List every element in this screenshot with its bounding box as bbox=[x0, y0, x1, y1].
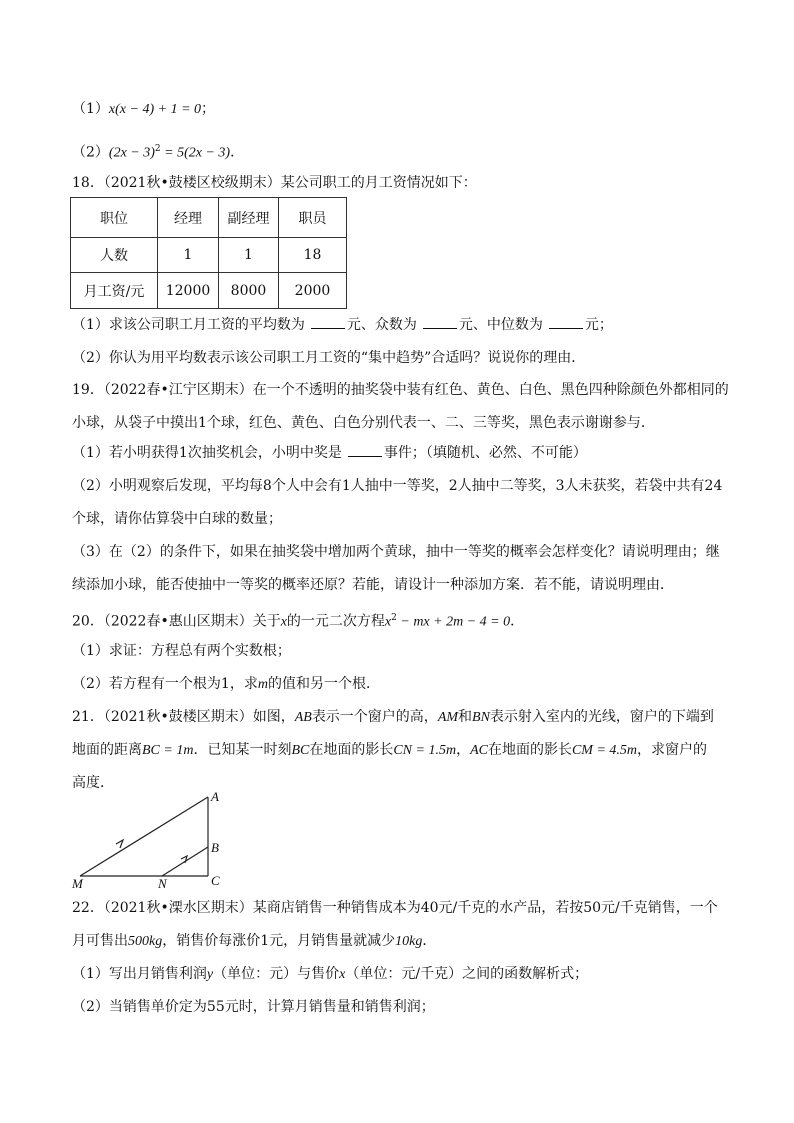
text: ．已知某一时刻 bbox=[193, 742, 292, 758]
q19-line2: 小球，从袋子中摸出1个球，红色、黄色、白色分别代表一、二、三等奖，黑色表示谢谢参与． bbox=[72, 415, 655, 431]
text: 的一元二次方程 bbox=[286, 613, 385, 630]
table-row bbox=[71, 198, 347, 238]
q17-part1 bbox=[72, 100, 215, 119]
variable: BN bbox=[472, 710, 490, 725]
variable: y bbox=[206, 967, 214, 982]
answer-blank[interactable] bbox=[549, 316, 583, 329]
arrow-icon bbox=[116, 840, 123, 848]
table-cell: 8000 bbox=[219, 273, 279, 309]
text: 和 bbox=[458, 709, 473, 725]
q18-part1 bbox=[72, 316, 613, 334]
text: ． bbox=[422, 933, 437, 949]
q22-part2: （2）当销售单价定为55元时，计算月销售量和销售利润； bbox=[72, 999, 435, 1015]
salary-table bbox=[70, 197, 347, 309]
text: 在地面的影长 bbox=[309, 742, 394, 758]
text: 元； bbox=[584, 317, 613, 333]
q19-part1 bbox=[72, 444, 587, 462]
table-cell: 18 bbox=[279, 238, 347, 273]
point-label-m: M bbox=[72, 876, 83, 890]
exponent: 2 bbox=[391, 613, 397, 623]
text: 在地面的影长 bbox=[487, 742, 572, 758]
point-label-c: C bbox=[211, 873, 220, 888]
text: 元、众数为 bbox=[346, 317, 417, 333]
punct: ； bbox=[201, 101, 216, 117]
point-label-b: B bbox=[211, 840, 219, 855]
table-cell: 1 bbox=[158, 238, 219, 273]
table-cell: 职位 bbox=[71, 198, 158, 238]
q18-part2: （2）你认为用平均数表示该公司职工月工资的“集中趋势”合适吗？说说你的理由． bbox=[72, 350, 586, 366]
text: （1）求该公司职工月工资的平均数为 bbox=[72, 317, 305, 333]
text: 21．（2021秋•鼓楼区期末）如图， bbox=[72, 709, 295, 725]
text: ，销售价每涨价1元，月销售量就减少 bbox=[162, 933, 396, 949]
text: （单位：元/千克）之间的函数解析式； bbox=[345, 966, 589, 982]
equation: x(x − 4) + 1 = 0 bbox=[108, 102, 202, 117]
equation: (2x − 3) bbox=[108, 145, 155, 161]
text: （单位：元）与售价 bbox=[213, 966, 340, 982]
q22-part1 bbox=[72, 965, 588, 984]
text: 表示一个窗户的高， bbox=[311, 709, 438, 725]
variable: BC bbox=[291, 743, 310, 758]
table-cell: 副经理 bbox=[219, 198, 279, 238]
q20-part2 bbox=[72, 675, 380, 694]
q21-line1 bbox=[72, 708, 714, 727]
text: （1）若小明获得1次抽奖机会，小明中奖是 bbox=[72, 445, 342, 461]
q21-line2 bbox=[72, 741, 707, 760]
answer-blank[interactable] bbox=[311, 316, 345, 329]
q20-part1: （1）求证：方程总有两个实数根； bbox=[72, 643, 291, 659]
table-cell: 12000 bbox=[158, 273, 219, 309]
punct: ． bbox=[510, 613, 525, 630]
point-label-a: A bbox=[211, 789, 219, 804]
exponent: 2 bbox=[154, 144, 161, 154]
table-cell: 经理 bbox=[158, 198, 219, 238]
q20-title bbox=[72, 609, 524, 632]
label: （2） bbox=[72, 144, 109, 161]
q17-part2 bbox=[72, 140, 244, 163]
text: ， bbox=[456, 742, 471, 758]
variable: x bbox=[339, 967, 346, 982]
table-cell: 月工资/元 bbox=[71, 273, 158, 309]
q21-line3: 高度． bbox=[72, 775, 114, 791]
variable: x bbox=[280, 614, 287, 630]
q22-line2 bbox=[72, 932, 436, 951]
q19-line1: 19．（2022春•江宁区期末）在一个不透明的抽奖袋中装有红色、黄色、白色、黑色四种除颜色外都相同的 bbox=[72, 382, 729, 398]
light-ray-am bbox=[80, 797, 208, 876]
equation: = 5(2x − 3) bbox=[160, 145, 231, 161]
quantity: 10kg bbox=[395, 934, 423, 949]
q19-part2-line2: 个球，请你估算袋中白球的数量； bbox=[72, 511, 282, 527]
punct: ． bbox=[230, 144, 245, 161]
quantity: 500kg bbox=[128, 934, 163, 949]
q19-part3-line2: 续添加小球，能否使抽中一等奖的概率还原？若能，请设计一种添加方案．若不能，请说明理由． bbox=[72, 577, 674, 593]
variable: AC bbox=[470, 743, 488, 758]
table-row bbox=[71, 273, 347, 309]
text: 元、中位数为 bbox=[458, 317, 543, 333]
equation: − mx + 2m − 4 = 0 bbox=[396, 614, 511, 630]
text: （1）写出月销售利润 bbox=[72, 966, 207, 982]
text: ，求窗户的 bbox=[637, 742, 708, 758]
q19-part2-line1: （2）小明观察后发现，平均每8个人中会有1人抽中一等奖，2人抽中二等奖，3人未获奖，若袋中共有24 bbox=[72, 478, 723, 494]
table-cell: 人数 bbox=[71, 238, 158, 273]
answer-blank[interactable] bbox=[348, 444, 382, 457]
variable: m bbox=[257, 677, 268, 692]
table-row bbox=[71, 238, 347, 273]
table-cell: 2000 bbox=[279, 273, 347, 309]
text: 月可售出 bbox=[72, 933, 128, 949]
answer-blank[interactable] bbox=[423, 316, 457, 329]
text: 的值和另一个根． bbox=[267, 676, 380, 692]
table-cell: 1 bbox=[219, 238, 279, 273]
window-light-figure bbox=[66, 788, 226, 890]
text: 事件；（填随机、必然、不可能） bbox=[383, 445, 587, 461]
q19-part3-line1: （3）在（2）的条件下，如果在抽奖袋中增加两个黄球，抽中一等奖的概率会怎样变化？请说明理由；继 bbox=[72, 544, 720, 560]
equation: x bbox=[384, 614, 392, 630]
text: （2）若方程有一个根为1，求 bbox=[72, 676, 258, 692]
point-label-n: N bbox=[158, 876, 167, 890]
equation: CN = 1.5m bbox=[393, 743, 457, 758]
equation: CM = 4.5m bbox=[571, 743, 638, 758]
text: 地面的距离 bbox=[72, 742, 142, 758]
text: 表示射入室内的光线，窗户的下端到 bbox=[489, 709, 714, 725]
equation: BC = 1m bbox=[142, 743, 194, 758]
q22-line1: 22．（2021秋•溧水区期末）某商店销售一种销售成本为40元/千克的水产品，若按50元/千克销售，一个 bbox=[72, 900, 718, 916]
variable: AM bbox=[437, 710, 459, 725]
q18-title: 18．（2021秋•鼓楼区校级期末）某公司职工的月工资情况如下： bbox=[72, 175, 477, 191]
table-cell: 职员 bbox=[279, 198, 347, 238]
text: 20．（2022春•惠山区期末）关于 bbox=[72, 613, 281, 630]
label: （1） bbox=[72, 101, 109, 117]
variable: AB bbox=[294, 710, 312, 725]
